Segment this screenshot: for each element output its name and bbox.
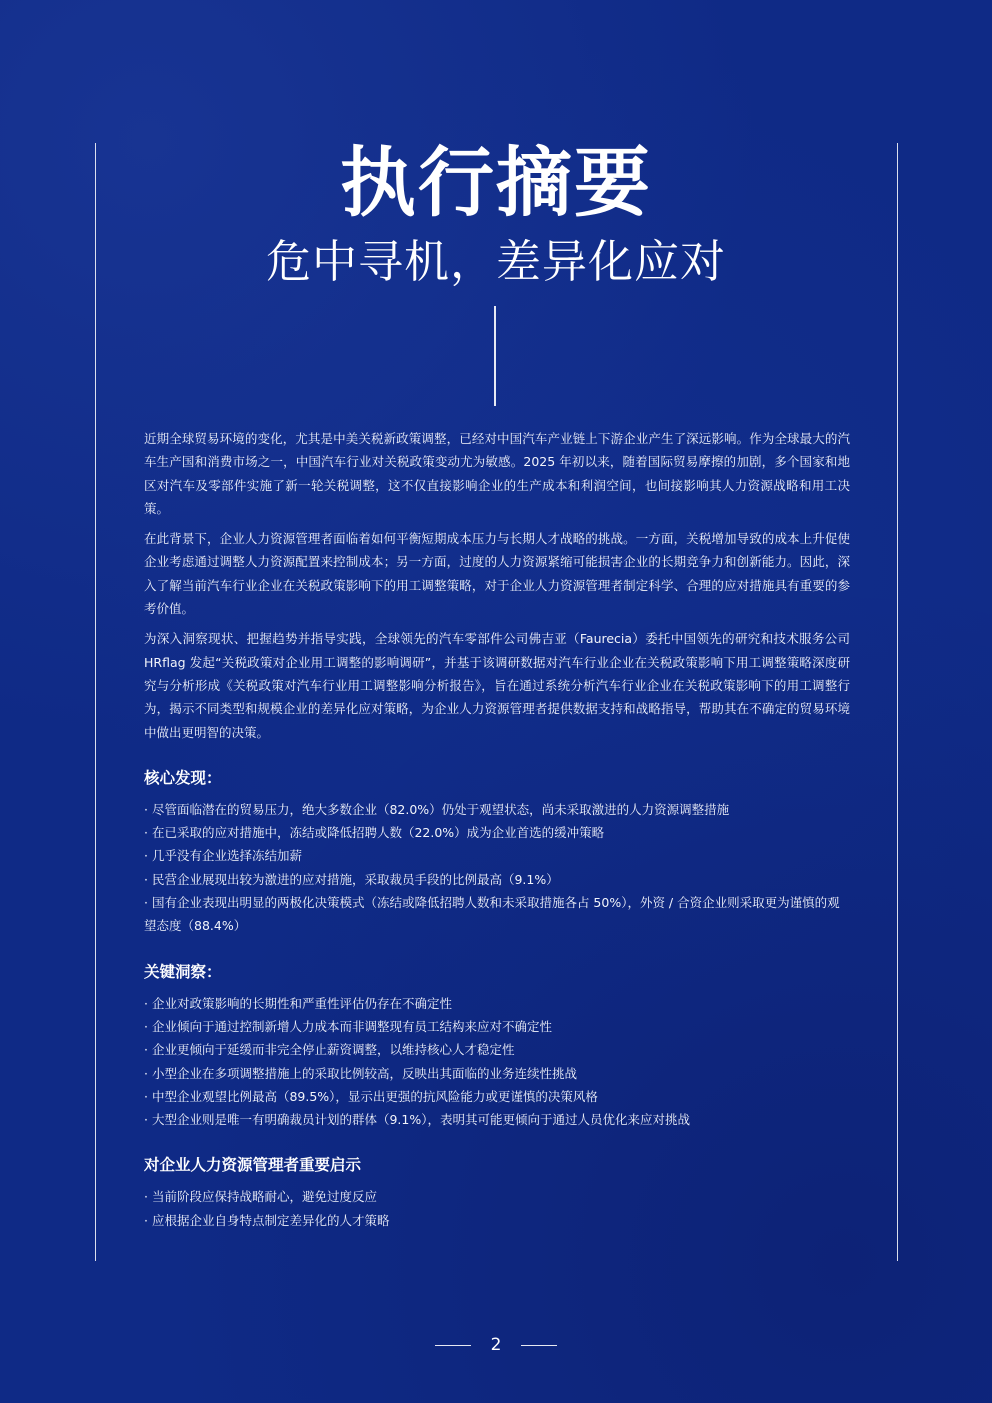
- page-title: 执行摘要: [340, 138, 652, 227]
- list-item: · 大型企业则是唯一有明确裁员计划的群体（9.1%），表明其可能更倾向于通过人员优化来应对挑战: [144, 1112, 690, 1128]
- page-subtitle: 危中寻机，差异化应对: [265, 235, 726, 288]
- intro-paragraph-2: 在此背景下，企业人力资源管理者面临着如何平衡短期成本压力与长期人才战略的挑战。一方面，关税增加导致的成本上升促使企业考虑通过调整人力资源配置来控制成本；另一方面，过度的人力资源紧缩可能损害企业的长期竞争力和创新能力。因此，深入了解当前汽车行业企业在关税政策影响下的用工调整策略，对于企业人力资源管理者制定科学、合理的应对措施具有重要的参考价值。: [144, 531, 850, 617]
- list-item: · 尽管面临潜在的贸易压力，绝大多数企业（82.0%）仍处于观望状态，尚未采取激进的人力资源调整措施: [144, 801, 730, 817]
- findings-heading: 核心发现：: [144, 768, 222, 787]
- list-item: · 企业更倾向于延缓而非完全停止薪资调整，以维持核心人才稳定性: [144, 1042, 515, 1058]
- insights-list: [144, 992, 850, 1132]
- left-frame-line: [95, 143, 96, 1261]
- list-item: · 企业对政策影响的长期性和严重性评估仍存在不确定性: [144, 995, 452, 1011]
- findings-list: [144, 798, 850, 938]
- page-number-line-right: [521, 1345, 557, 1346]
- list-item: · 民营企业展现出较为激进的应对措施，采取裁员手段的比例最高（9.1%）: [144, 871, 559, 887]
- implications-heading: 对企业人力资源管理者重要启示: [144, 1156, 362, 1175]
- right-frame-line: [897, 143, 898, 1261]
- intro-paragraph-1: 近期全球贸易环境的变化，尤其是中美关税新政策调整，已经对中国汽车产业链上下游企业产生了深远影响。作为全球最大的汽车生产国和消费市场之一，中国汽车行业对关税政策变动尤为敏感。2025 年初以来，随着国际贸易摩擦的加剧，多个国家和地区对汽车及零部件实施了新一轮关税调整，这不仅直接影响企业的生产成本和利润空间，也间接影响其人力资源战略和用工决策。: [144, 431, 850, 516]
- list-item: · 当前阶段应保持战略耐心，避免过度反应: [144, 1189, 377, 1205]
- list-item: · 在已采取的应对措施中，冻结或降低招聘人数（22.0%）成为企业首选的缓冲策略: [144, 825, 605, 841]
- list-item: · 中型企业观望比例最高（89.5%），显示出更强的抗风险能力或更谨慎的决策风格: [144, 1088, 598, 1104]
- list-item: · 企业倾向于通过控制新增人力成本而非调整现有员工结构来应对不确定性: [144, 1018, 552, 1034]
- page-number: 2: [490, 1335, 502, 1355]
- list-item: · 几乎没有企业选择冻结加薪: [144, 848, 302, 864]
- insights-heading: 关键洞察：: [144, 962, 222, 981]
- implications-list: [144, 1185, 850, 1232]
- intro-paragraph-3: 为深入洞察现状、把握趋势并指导实践，全球领先的汽车零部件公司佛吉亚（Faurecia）委托中国领先的研究和技术服务公司 HRflag 发起“关税政策对企业用工调整的影响调研”，并基于该调研数据对汽车行业企业在关税政策影响下用工调整策略深度研究与分析形成《关税政策对汽车行业用工调整影响分析报告》，旨在通过系统分析汽车行业企业在关税政策影响下的用工调整行为，揭示不同类型和规模企业的差异化应对策略，为企业人力资源管理者提供数据支持和战略指导，帮助其在不确定的贸易环境中做出更明智的决策。: [144, 631, 850, 740]
- summary-content: [144, 427, 850, 1232]
- list-item: · 小型企业在多项调整措施上的采取比例较高，反映出其面临的业务连续性挑战: [144, 1065, 577, 1081]
- title-divider: [494, 306, 496, 406]
- list-item: · 应根据企业自身特点制定差异化的人才策略: [144, 1212, 390, 1228]
- list-item: · 国有企业表现出明显的两极化决策模式（冻结或降低招聘人数和未采取措施各占 50%），外资 / 合资企业则采取更为谨慎的观望态度（88.4%）: [144, 895, 840, 934]
